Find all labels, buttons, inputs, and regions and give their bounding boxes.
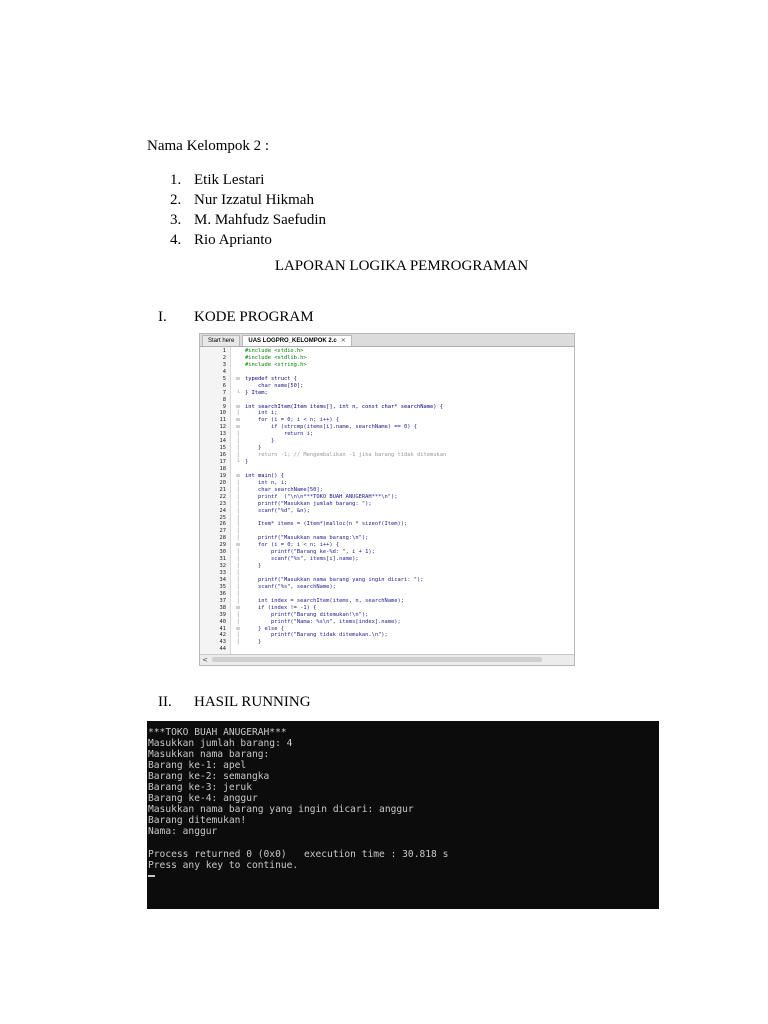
code-line [200,556,574,563]
code-text: int main() { [245,472,284,479]
member-list [170,170,326,250]
code-line [200,438,574,445]
list-item [170,170,326,190]
console-line: Process returned 0 (0x0) execution time : 30.818 s [148,848,449,860]
code-text: printf("Masukkan nama barang:\n"); [245,535,369,542]
list-item [170,210,326,230]
line-number: 3 [222,361,226,368]
scroll-left-arrow-icon[interactable]: < [202,656,208,664]
fold-marker-icon[interactable]: │ [236,528,240,535]
line-number: 14 [219,438,226,445]
line-number: 28 [219,535,226,542]
console-line: Barang ke-1: apel [148,760,247,772]
console-lines [148,727,448,882]
fold-marker-icon[interactable]: │ [236,521,240,528]
line-number: 44 [219,646,226,653]
console-line: Nama: anggur [148,826,218,838]
line-number: 27 [219,528,226,535]
list-item [170,190,326,210]
line-number: 39 [219,611,226,618]
code-area[interactable] [200,347,574,657]
code-text: printf("Barang tidak ditemukan.\n"); [245,632,388,639]
code-line [200,584,574,591]
fold-marker-icon[interactable]: │ [236,611,240,618]
code-text: int index = searchItem(items, n, searchName); [245,597,405,604]
fold-marker-icon[interactable]: ⊟ [236,625,240,632]
line-number: 20 [219,479,226,486]
close-icon[interactable]: ✕ [340,338,346,344]
list-number: 3. [170,212,182,228]
fold-marker-icon[interactable]: ⊟ [236,424,240,431]
fold-marker-icon[interactable]: │ [236,445,240,452]
code-text: #include <stdio.h> [245,348,304,354]
horizontal-scrollbar[interactable] [200,654,574,665]
console-line: Press any key to continue. [148,859,299,871]
code-text: #include <stdlib.h> [245,354,307,361]
code-text: int n, i; [245,479,288,486]
code-line [200,612,574,619]
section-heading-code [158,309,314,326]
section-title: KODE PROGRAM [194,309,314,325]
section-heading-running [158,694,311,711]
code-text: } else { [245,625,284,632]
code-line [200,383,574,390]
code-text: } [245,445,262,452]
fold-marker-icon[interactable]: ⊟ [236,604,240,611]
line-number: 18 [219,465,226,472]
line-number: 15 [219,445,226,452]
code-text: } [245,438,275,445]
console-line: Masukkan nama barang yang ingin dicari: anggur [148,804,414,816]
line-number: 31 [219,556,226,563]
fold-marker-icon[interactable]: │ [236,493,240,500]
code-text: return i; [245,431,314,438]
fold-marker-icon[interactable]: │ [236,479,240,486]
fold-marker-icon[interactable]: │ [236,410,240,417]
line-number: 19 [219,472,226,479]
fold-marker-icon[interactable]: └ [236,459,240,465]
code-line [200,563,574,570]
report-title: LAPORAN LOGIKA PEMROGRAMAN [274,258,529,274]
fold-marker-icon[interactable]: │ [236,583,240,590]
section-title: HASIL RUNNING [194,694,311,710]
line-number: 2 [222,354,226,361]
fold-marker-icon[interactable]: └ [236,389,240,396]
tab-label: UAS LOGPRO_KELOMPOK 2.c [248,338,337,344]
fold-marker-icon[interactable]: │ [236,549,240,556]
console-line: Masukkan jumlah barang: 4 [148,738,293,750]
editor-tab-bar [200,334,574,347]
member-name: Etik Lestari [194,172,265,188]
code-line [200,598,574,605]
code-text: if (strcmp(items[i].name, searchName) == 0) { [245,424,418,431]
console-line: Masukkan nama barang: [148,749,270,761]
cursor-icon [148,875,155,877]
code-line [200,515,574,522]
code-text: printf("Barang ditemukan!\n"); [245,611,369,618]
line-number: 25 [219,514,226,521]
fold-marker-icon[interactable]: │ [236,632,240,639]
line-number: 34 [219,576,226,583]
line-number: 33 [219,570,226,576]
line-number: 41 [219,625,226,632]
console-line: ***TOKO BUAH ANUGERAH*** [148,727,287,738]
code-text: scanf("%d", &n); [245,507,310,514]
console-line: Barang ke-2: semangka [148,771,270,783]
scrollbar-thumb[interactable] [212,657,542,662]
line-number: 30 [219,549,226,556]
code-text: return -1; // Mengembalikan -1 jika barang tidak ditemukan [245,452,447,459]
line-number: 11 [219,417,226,424]
line-number: 32 [219,563,226,570]
line-number: 22 [219,493,226,500]
code-text: int i; [245,410,278,417]
code-line [200,487,574,494]
code-line [200,424,574,431]
code-line [200,466,574,473]
line-number: 13 [219,431,226,438]
code-line [200,639,574,646]
code-text: } [245,459,249,465]
console-cursor [148,871,448,882]
line-number: 21 [219,486,226,493]
code-line [200,348,574,355]
fold-marker-icon[interactable]: │ [236,556,240,563]
code-line [200,369,574,376]
tab-source-file[interactable] [242,335,351,346]
code-text: } Item; [245,389,268,396]
code-line [200,528,574,535]
code-editor-screenshot [199,333,575,666]
line-number: 6 [222,382,226,389]
code-line [200,417,574,424]
code-line [200,535,574,542]
fold-marker-icon[interactable]: │ [236,431,240,438]
section-number: II. [158,694,172,710]
fold-marker-icon[interactable]: ⊟ [236,542,240,549]
code-line [200,452,574,459]
line-number: 17 [219,459,226,465]
code-line [200,605,574,612]
fold-marker-icon[interactable]: │ [236,507,240,514]
code-line [200,459,574,466]
fold-marker-icon[interactable]: ⊟ [236,417,240,424]
code-text: scanf("%s", searchName); [245,583,336,590]
code-text: } [245,639,262,646]
code-text: for (i = 0; i < n; i++) { [245,417,340,424]
line-number: 36 [219,590,226,597]
line-number: 5 [222,375,226,382]
fold-marker-icon[interactable]: │ [236,618,240,625]
fold-marker-icon[interactable]: │ [236,535,240,542]
line-number: 8 [222,396,226,403]
code-line [200,646,574,653]
code-line [200,404,574,411]
fold-marker-icon[interactable]: │ [236,597,240,604]
line-number: 7 [222,389,226,396]
code-text: printf("Barang ke-%d: ", i + 1); [245,549,375,556]
fold-marker-icon[interactable]: │ [236,576,240,583]
member-name: M. Mahfudz Saefudin [194,212,327,228]
line-number: 38 [219,604,226,611]
code-line [200,397,574,404]
line-number: 43 [219,639,226,646]
code-text: char name[50]; [245,382,304,389]
code-text: char searchName[50]; [245,486,323,493]
console-line: Barang ditemukan! [148,815,247,827]
member-name: Nur Izzatul Hikmah [194,192,314,208]
console-output-screenshot [147,721,659,909]
fold-marker-icon[interactable]: │ [236,438,240,445]
code-line [200,494,574,501]
line-number: 40 [219,618,226,625]
code-text: int searchItem(Item items[], int n, const char* searchName) { [245,403,443,410]
line-number: 29 [219,542,226,549]
member-name: Rio Aprianto [194,232,272,248]
section-number: I. [158,309,167,325]
code-line [200,480,574,487]
code-line [200,390,574,397]
code-line [200,549,574,556]
code-text: printf("Masukkan jumlah barang: "); [245,500,372,507]
code-line [200,362,574,369]
tab-label: Start here [208,338,235,344]
console-line: Barang ke-3: jeruk [148,782,252,794]
code-text: } [245,563,262,570]
fold-marker-icon[interactable]: ⊟ [236,472,240,479]
code-text: typedef struct { [245,375,297,382]
code-text: for (i = 0; i < n; i++) { [245,542,340,549]
line-number: 9 [222,403,226,410]
fold-marker-icon[interactable]: ⊟ [236,375,240,382]
code-line [200,626,574,633]
code-line [200,501,574,508]
code-text: #include <string.h> [245,361,307,368]
fold-marker-icon[interactable]: │ [236,514,240,521]
console-line: Barang ke-4: anggur [148,793,258,805]
line-number: 1 [222,348,226,354]
list-number: 4. [170,232,182,248]
fold-marker-icon[interactable]: │ [236,500,240,507]
fold-marker-icon[interactable]: │ [236,486,240,493]
code-line [200,542,574,549]
code-text: if (index != -1) { [245,604,317,611]
line-number: 4 [222,368,226,375]
code-line [200,508,574,515]
code-line [200,570,574,577]
line-number: 23 [219,500,226,507]
fold-marker-icon[interactable]: │ [236,570,240,576]
list-number: 1. [170,172,182,188]
code-line [200,577,574,584]
line-number: 42 [219,632,226,639]
code-line [200,431,574,438]
tab-start-here[interactable] [202,335,240,346]
line-number: 12 [219,424,226,431]
code-line [200,521,574,528]
code-line [200,473,574,480]
line-number: 37 [219,597,226,604]
fold-marker-icon[interactable]: ⊟ [236,403,240,410]
line-number: 16 [219,452,226,459]
code-line [200,410,574,417]
group-label: Nama Kelompok 2 : [147,138,270,154]
fold-marker-icon[interactable]: │ [236,639,240,646]
console-line [148,837,448,848]
code-text: printf("Masukkan nama barang yang ingin dicari: "); [245,576,424,583]
code-lines [200,348,574,653]
list-number: 2. [170,192,182,208]
code-text: printf ("\n\n***TOKO BUAH ANUGERAH***\n"); [245,493,398,500]
code-text: Item* items = (Item*)malloc(n * sizeof(Item)); [245,521,408,528]
fold-marker-icon[interactable]: │ [236,563,240,570]
code-line [200,445,574,452]
code-line [200,355,574,362]
line-number: 10 [219,410,226,417]
fold-marker-icon[interactable]: │ [236,590,240,597]
code-text: printf("Nama: %s\n", items[index].name); [245,618,401,625]
code-line [200,376,574,383]
code-line [200,632,574,639]
line-number: 24 [219,507,226,514]
code-line [200,619,574,626]
fold-marker-icon[interactable]: │ [236,452,240,459]
list-item [170,230,326,250]
code-text: scanf("%s", items[i].name); [245,556,359,563]
line-number: 35 [219,583,226,590]
code-line [200,591,574,598]
line-number: 26 [219,521,226,528]
